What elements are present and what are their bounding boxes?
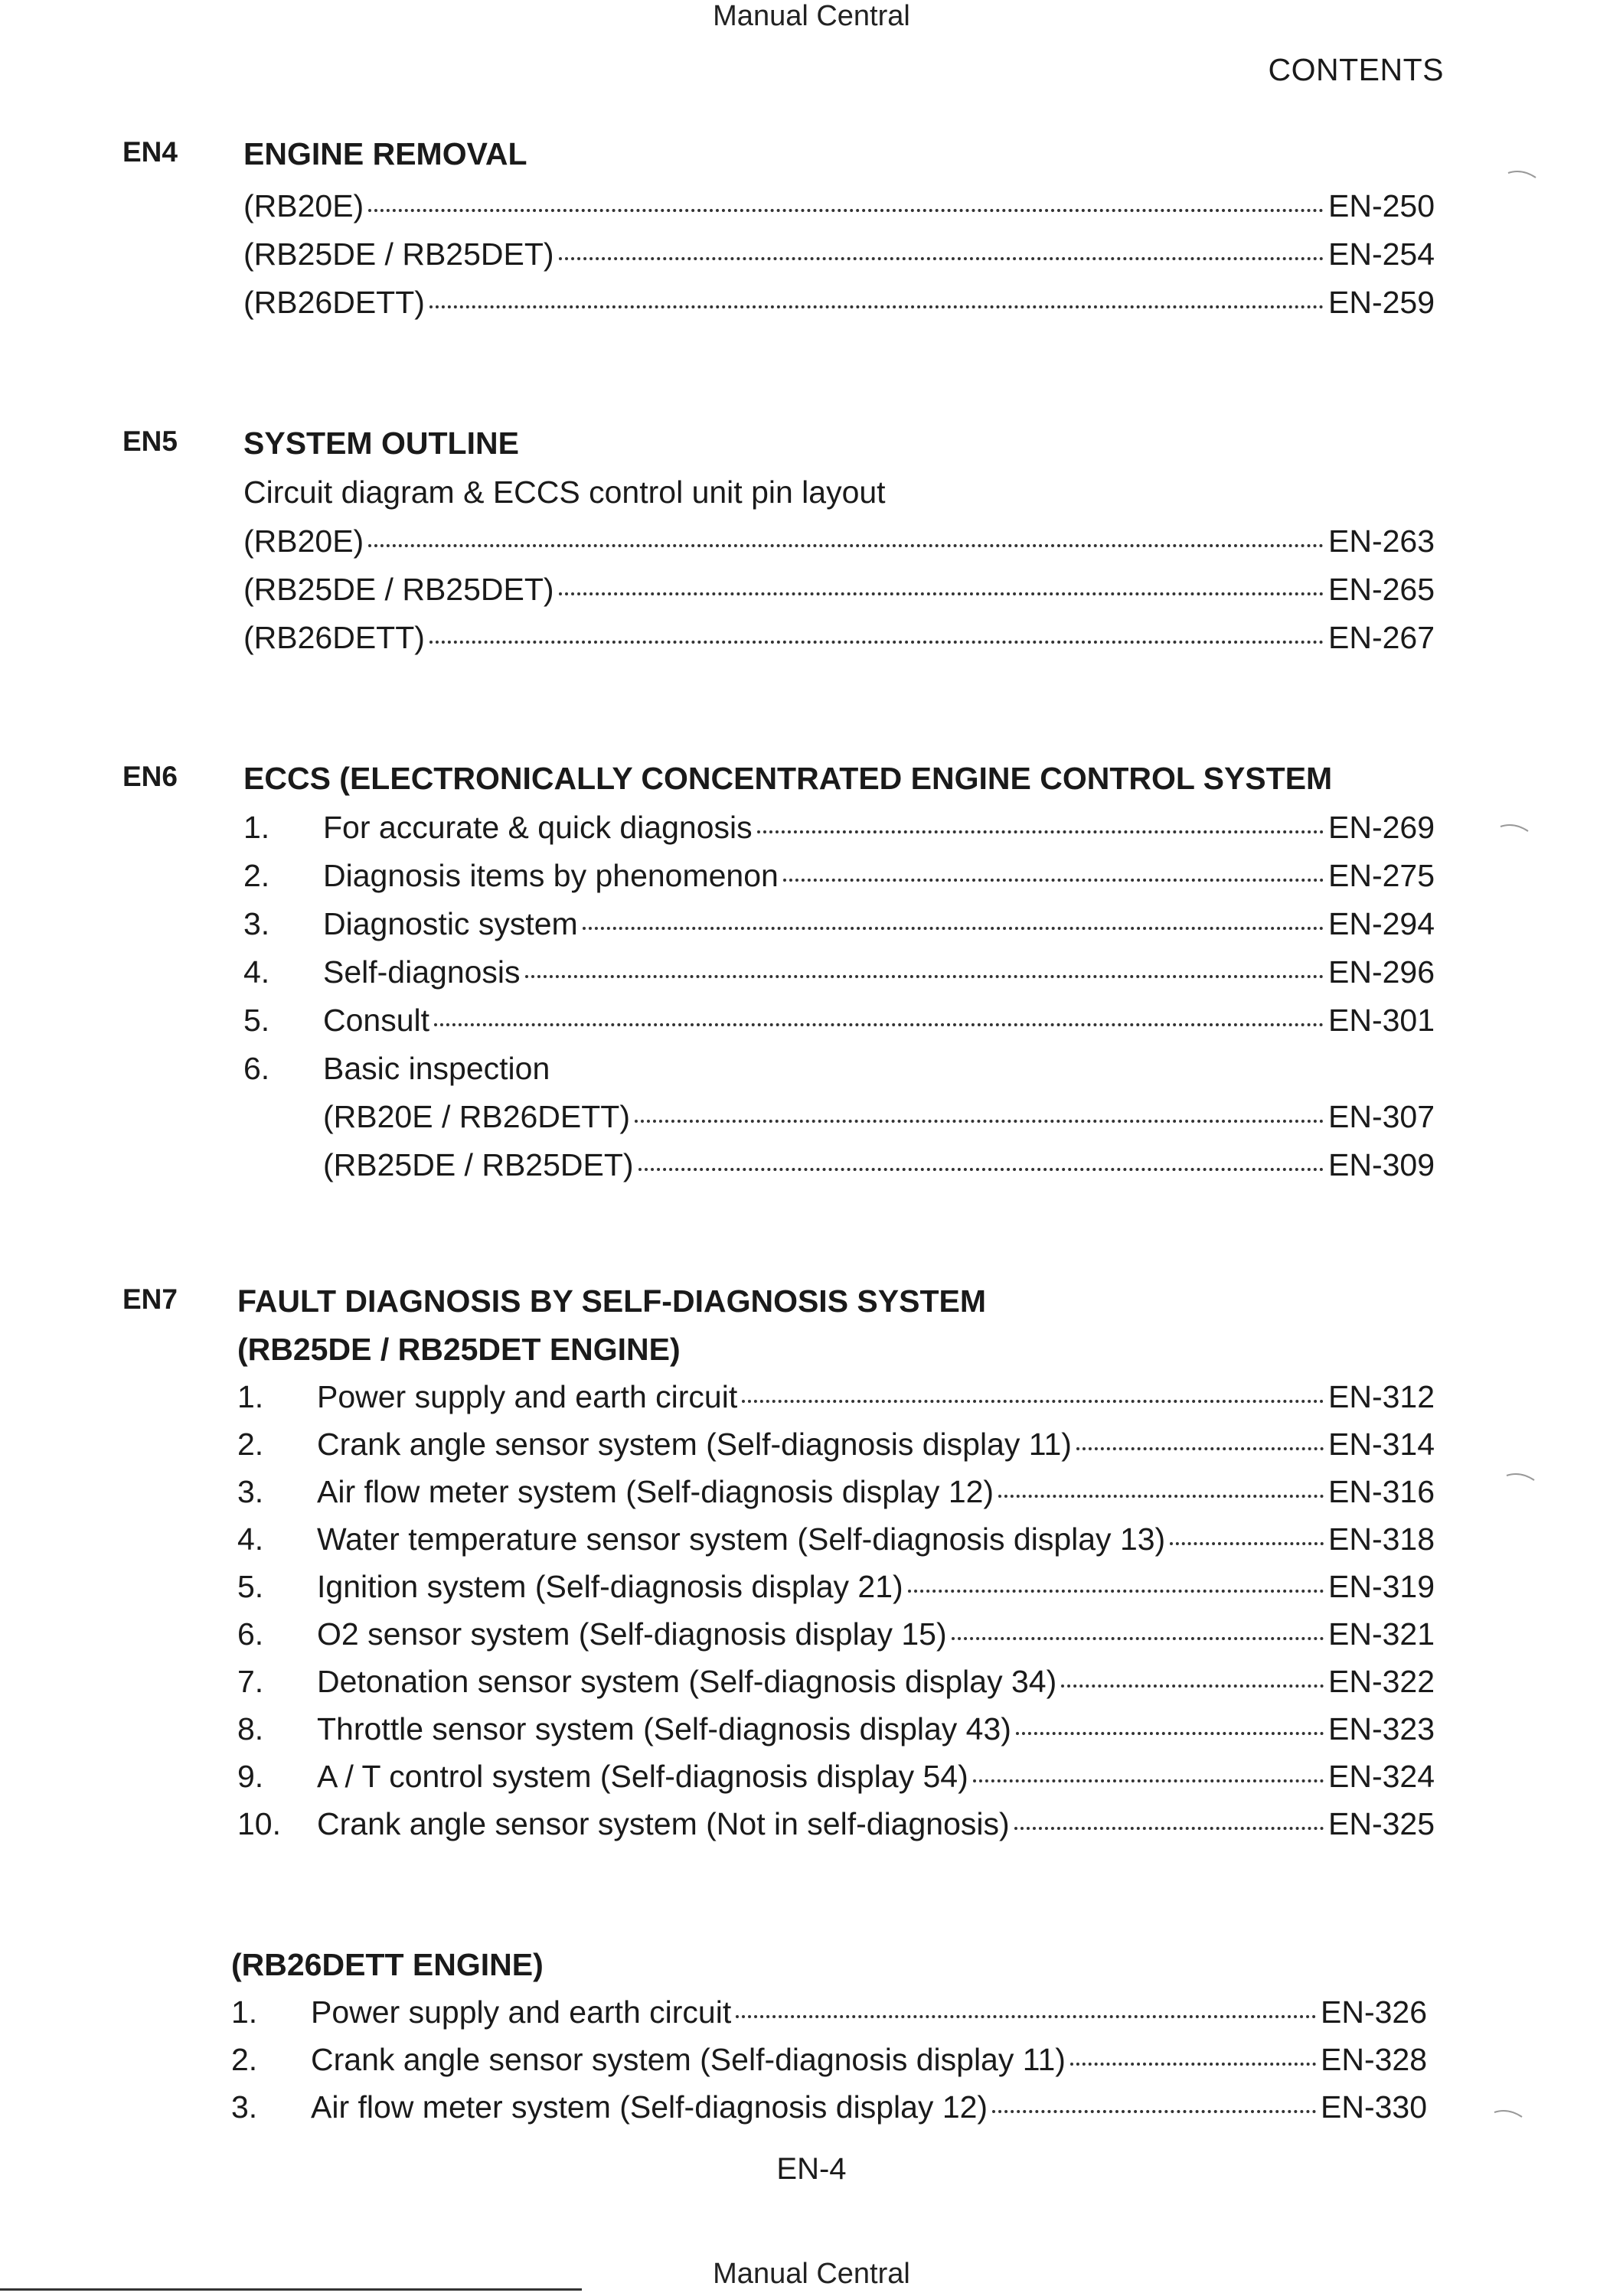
- toc-entry-text: Crank angle sensor system (Self-diagnosis display 11): [317, 1427, 1072, 1462]
- toc-entry-page: EN-307: [1327, 1099, 1435, 1134]
- scan-mark: [1505, 1473, 1536, 1482]
- dot-leader: [429, 641, 1324, 644]
- toc-entry-text: Diagnostic system: [323, 906, 578, 941]
- toc-entry-page: EN-250: [1327, 188, 1435, 223]
- toc-entry-page: EN-326: [1320, 1994, 1427, 2030]
- toc-entry-text: Ignition system (Self-diagnosis display 21): [317, 1569, 903, 1604]
- toc-entry-number: 8.: [237, 1711, 264, 1746]
- toc-entry-number: 4.: [243, 954, 270, 990]
- toc-entry-page: EN-312: [1327, 1379, 1435, 1414]
- toc-entry-page: EN-259: [1327, 285, 1435, 320]
- toc-entry[interactable]: [237, 1569, 1435, 1605]
- dot-leader: [635, 1120, 1324, 1123]
- dot-leader: [908, 1590, 1324, 1593]
- header-watermark: Manual Central: [713, 0, 910, 32]
- toc-entry-page: EN-314: [1327, 1427, 1435, 1462]
- section-code-en7: EN7: [122, 1283, 178, 1315]
- section-code-en4: EN4: [122, 136, 178, 168]
- footer-rule: [0, 2288, 582, 2291]
- toc-entry-page: EN-309: [1327, 1147, 1435, 1182]
- toc-entry-number: 3.: [243, 906, 270, 941]
- toc-entry-text: Air flow meter system (Self-diagnosis display 12): [311, 2089, 988, 2125]
- toc-entry-number: 6.: [237, 1616, 264, 1652]
- scan-mark: [1507, 170, 1537, 179]
- footer-watermark: Manual Central: [713, 2258, 910, 2290]
- toc-entry[interactable]: [237, 1664, 1435, 1700]
- dot-leader: [1014, 1827, 1324, 1830]
- toc-entry-number: 2.: [237, 1427, 264, 1462]
- toc-entry[interactable]: [237, 1806, 1435, 1842]
- toc-entry-text: (RB26DETT): [243, 285, 425, 320]
- toc-entry[interactable]: [243, 810, 1435, 846]
- toc-entry[interactable]: [243, 236, 1435, 272]
- dot-leader: [1076, 1447, 1324, 1450]
- dot-leader: [559, 592, 1324, 595]
- section-subtitle-en5: Circuit diagram & ECCS control unit pin layout: [243, 475, 886, 510]
- dot-leader: [736, 2015, 1316, 2018]
- toc-entry-text: Self-diagnosis: [323, 954, 521, 990]
- dot-leader: [1016, 1732, 1324, 1735]
- toc-entry-text: Consult: [323, 1003, 430, 1038]
- section-code-en6: EN6: [122, 761, 178, 792]
- section-subtitle2-en7: (RB26DETT ENGINE): [231, 1947, 544, 1982]
- toc-entry-text: (RB25DE / RB25DET): [243, 236, 554, 272]
- toc-entry[interactable]: [237, 1427, 1435, 1463]
- toc-entry-text: O2 sensor system (Self-diagnosis display 15): [317, 1616, 947, 1652]
- toc-entry-number: 10.: [237, 1806, 281, 1841]
- toc-entry-text: (RB20E): [243, 523, 364, 559]
- toc-entry[interactable]: [231, 1994, 1427, 2030]
- toc-entry-page: EN-323: [1327, 1711, 1435, 1746]
- section-title-en6: ECCS (ELECTRONICALLY CONCENTRATED ENGINE CONTROL SYSTEM: [243, 761, 1333, 796]
- toc-entry-number: 2.: [231, 2042, 258, 2077]
- section-title-en4: ENGINE REMOVAL: [243, 136, 527, 171]
- toc-entry-text: Air flow meter system (Self-diagnosis display 12): [317, 1474, 994, 1509]
- dot-leader: [1061, 1684, 1324, 1688]
- toc-entry-number: 5.: [243, 1003, 270, 1038]
- dot-leader: [1070, 2063, 1316, 2066]
- section-subtitle-en7: (RB25DE / RB25DET ENGINE): [237, 1332, 681, 1367]
- dot-leader: [783, 879, 1324, 882]
- toc-entry-number: 6.: [243, 1051, 270, 1086]
- toc-entry-page: EN-275: [1327, 858, 1435, 893]
- toc-entry-text: Crank angle sensor system (Self-diagnosis display 11): [311, 2042, 1066, 2077]
- toc-entry-text: Power supply and earth circuit: [317, 1379, 738, 1414]
- dot-leader: [952, 1637, 1324, 1640]
- toc-entry-number: 1.: [231, 1994, 258, 2030]
- toc-subentry[interactable]: [323, 1147, 1435, 1183]
- dot-leader: [742, 1400, 1324, 1403]
- toc-entry[interactable]: [237, 1521, 1435, 1557]
- toc-entry[interactable]: [237, 1759, 1435, 1795]
- toc-entry[interactable]: [237, 1616, 1435, 1652]
- toc-entry-page: EN-321: [1327, 1616, 1435, 1652]
- dot-leader: [757, 830, 1324, 833]
- toc-entry-page: EN-325: [1327, 1806, 1435, 1841]
- toc-entry-page: EN-301: [1327, 1003, 1435, 1038]
- toc-entry[interactable]: [243, 188, 1435, 224]
- section-title-en7: FAULT DIAGNOSIS BY SELF-DIAGNOSIS SYSTEM: [237, 1283, 987, 1319]
- toc-entry-text: Water temperature sensor system (Self-diagnosis display 13): [317, 1521, 1166, 1557]
- toc-entry-number: 1.: [243, 810, 270, 845]
- toc-entry-page: EN-319: [1327, 1569, 1435, 1604]
- dot-leader: [998, 1495, 1324, 1498]
- toc-entry-number: 5.: [237, 1569, 264, 1604]
- toc-subentry[interactable]: [323, 1099, 1435, 1135]
- toc-entry: [243, 1051, 1435, 1087]
- dot-leader: [429, 305, 1324, 308]
- toc-entry-page: EN-267: [1327, 620, 1435, 655]
- toc-entry-page: EN-330: [1320, 2089, 1427, 2125]
- scan-mark: [1493, 2109, 1523, 2118]
- toc-entry[interactable]: [237, 1379, 1435, 1415]
- toc-entry-text: (RB25DE / RB25DET): [243, 572, 554, 607]
- toc-entry[interactable]: [243, 906, 1435, 942]
- toc-entry[interactable]: [243, 523, 1435, 559]
- toc-entry-page: EN-324: [1327, 1759, 1435, 1794]
- section-title-en5: SYSTEM OUTLINE: [243, 426, 519, 461]
- toc-entry[interactable]: [231, 2042, 1427, 2078]
- toc-entry[interactable]: [231, 2089, 1427, 2125]
- toc-entry-text: Throttle sensor system (Self-diagnosis display 43): [317, 1711, 1011, 1746]
- toc-entry-page: EN-318: [1327, 1521, 1435, 1557]
- dot-leader: [525, 975, 1324, 978]
- dot-leader: [1170, 1542, 1324, 1545]
- toc-entry-number: 3.: [231, 2089, 258, 2125]
- toc-entry-number: 3.: [237, 1474, 264, 1509]
- toc-entry[interactable]: [243, 858, 1435, 894]
- toc-entry-page: EN-294: [1327, 906, 1435, 941]
- toc-entry-text: Crank angle sensor system (Not in self-diagnosis): [317, 1806, 1010, 1841]
- toc-entry-page: EN-254: [1327, 236, 1435, 272]
- toc-entry[interactable]: [243, 285, 1435, 321]
- toc-entry-page: EN-269: [1327, 810, 1435, 845]
- dot-leader: [638, 1168, 1324, 1171]
- toc-entry-text: Basic inspection: [323, 1051, 550, 1086]
- toc-entry-text: (RB25DE / RB25DET): [323, 1147, 634, 1182]
- page-number: EN-4: [776, 2152, 847, 2186]
- toc-entry-text: (RB20E / RB26DETT): [323, 1099, 630, 1134]
- toc-entry-text: Detonation sensor system (Self-diagnosis display 34): [317, 1664, 1057, 1699]
- toc-entry-number: 1.: [237, 1379, 264, 1414]
- toc-entry-text: Diagnosis items by phenomenon: [323, 858, 779, 893]
- toc-entry-number: 9.: [237, 1759, 264, 1794]
- toc-entry-number: 4.: [237, 1521, 264, 1557]
- dot-leader: [368, 544, 1324, 547]
- toc-entry[interactable]: [237, 1711, 1435, 1747]
- toc-entry-text: (RB26DETT): [243, 620, 425, 655]
- dot-leader: [434, 1023, 1324, 1026]
- toc-entry[interactable]: [243, 1003, 1435, 1039]
- toc-entry-page: EN-296: [1327, 954, 1435, 990]
- toc-entry[interactable]: [243, 620, 1435, 656]
- toc-entry-page: EN-322: [1327, 1664, 1435, 1699]
- toc-entry[interactable]: [243, 572, 1435, 608]
- dot-leader: [992, 2110, 1316, 2113]
- toc-entry-page: EN-265: [1327, 572, 1435, 607]
- toc-entry-page: EN-328: [1320, 2042, 1427, 2077]
- dot-leader: [559, 257, 1324, 260]
- toc-entry-text: For accurate & quick diagnosis: [323, 810, 753, 845]
- toc-entry-number: 2.: [243, 858, 270, 893]
- toc-entry[interactable]: [237, 1474, 1435, 1510]
- toc-entry-text: (RB20E): [243, 188, 364, 223]
- scan-mark: [1499, 823, 1530, 833]
- toc-entry-page: EN-316: [1327, 1474, 1435, 1509]
- section-code-en5: EN5: [122, 426, 178, 457]
- toc-entry-text: Power supply and earth circuit: [311, 1994, 732, 2030]
- toc-entry-number: 7.: [237, 1664, 264, 1699]
- dot-leader: [583, 927, 1324, 930]
- dot-leader: [368, 209, 1324, 212]
- dot-leader: [973, 1779, 1324, 1782]
- contents-label: CONTENTS: [1268, 52, 1444, 87]
- toc-entry-text: A / T control system (Self-diagnosis display 54): [317, 1759, 968, 1794]
- toc-entry-page: EN-263: [1327, 523, 1435, 559]
- toc-entry[interactable]: [243, 954, 1435, 990]
